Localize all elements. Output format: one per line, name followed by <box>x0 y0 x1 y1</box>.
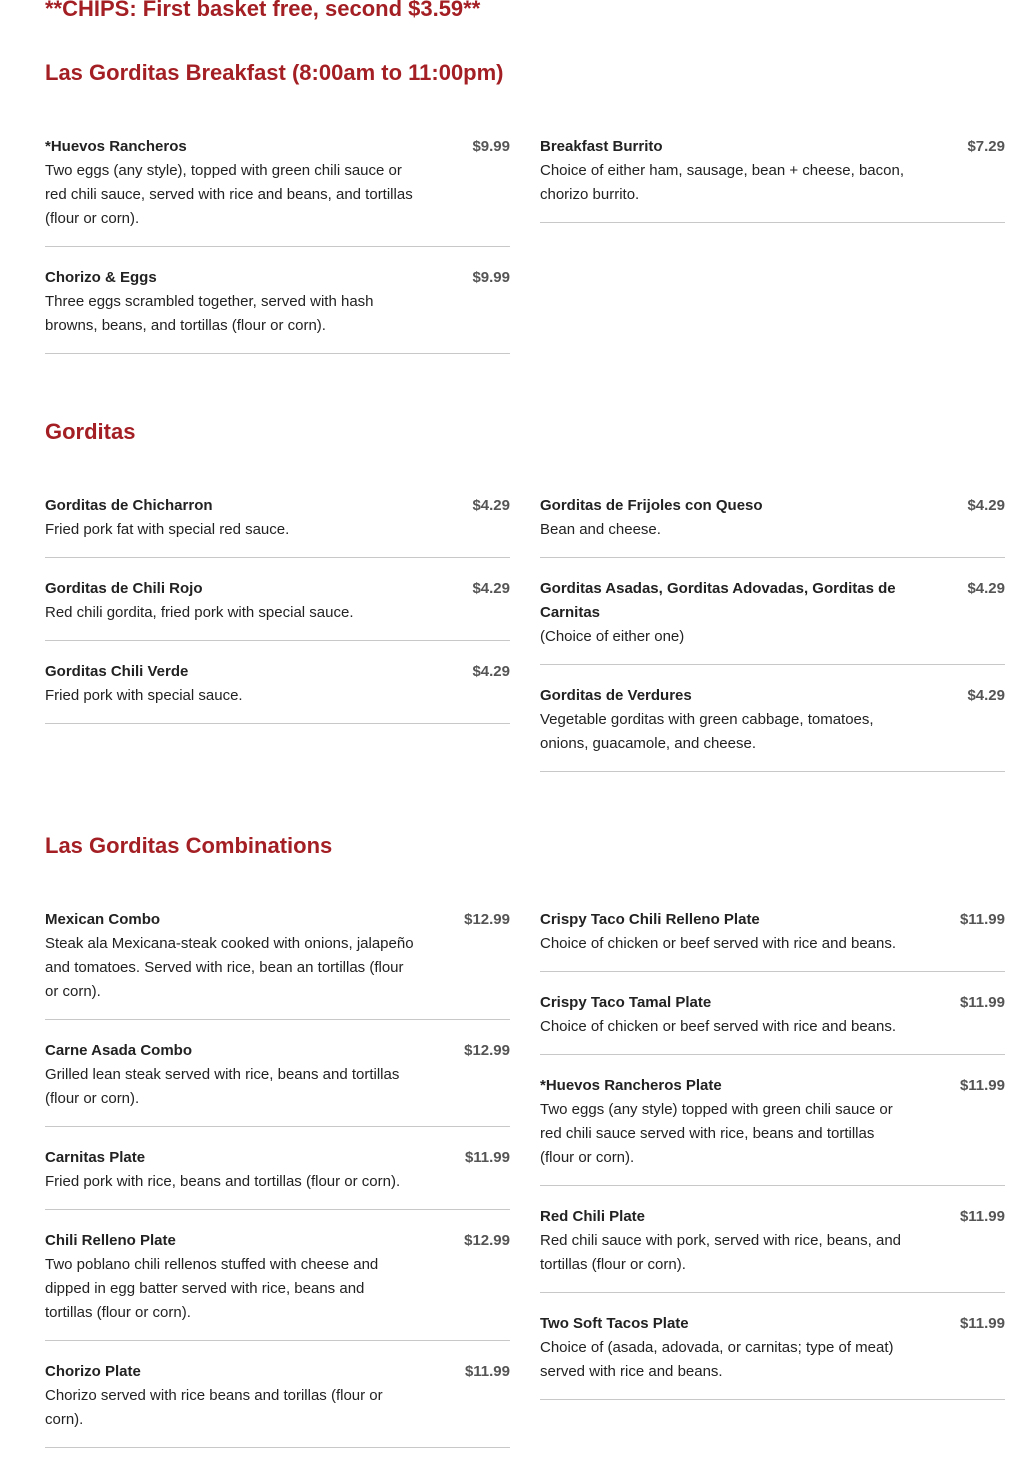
item-price: $11.99 <box>464 1363 510 1380</box>
item-name: Chorizo & Eggs <box>45 269 157 286</box>
item-name: Gorditas de Chili Rojo <box>45 580 203 597</box>
item-name: Carnitas Plate <box>45 1149 146 1166</box>
item-description: (Choice of either one) <box>540 628 685 645</box>
item-price: $9.99 <box>472 138 510 155</box>
gorditas-left-column <box>45 494 510 743</box>
item-price: $4.29 <box>472 497 510 514</box>
menu-item <box>45 494 510 558</box>
menu-item <box>540 494 1005 558</box>
item-price: $9.99 <box>472 269 510 286</box>
item-price: $11.99 <box>959 1077 1005 1094</box>
menu-item <box>45 1360 510 1448</box>
item-name: Gorditas de Chicharron <box>45 497 213 514</box>
menu-item <box>45 1229 510 1341</box>
item-price: $4.29 <box>967 687 1005 704</box>
menu-item <box>45 660 510 724</box>
item-price: $4.29 <box>472 663 510 680</box>
menu-item <box>540 908 1005 972</box>
item-description: Choice of (asada, adovada, or carnitas; type of meat) served with rice and beans. <box>540 1339 894 1380</box>
item-price: $12.99 <box>464 1042 510 1059</box>
item-name: Gorditas de Verdures <box>540 687 692 704</box>
item-description: Red chili gordita, fried pork with special sauce. <box>45 604 354 621</box>
item-name: Gorditas Asadas, Gorditas Adovadas, Gorditas de Carnitas <box>540 580 896 621</box>
item-description: Fried pork fat with special red sauce. <box>45 521 290 538</box>
item-name: Crispy Taco Tamal Plate <box>540 994 712 1011</box>
item-description: Grilled lean steak served with rice, beans and tortillas (flour or corn). <box>45 1066 400 1107</box>
section-title-gorditas: Gorditas <box>45 419 136 444</box>
menu-item <box>45 577 510 641</box>
menu-item <box>540 135 1005 223</box>
item-name: Mexican Combo <box>45 911 161 928</box>
menu-item <box>540 1312 1005 1400</box>
item-description: Chorizo served with rice beans and torillas (flour or corn). <box>45 1387 383 1428</box>
gorditas-right-column <box>540 494 1005 791</box>
item-description: Three eggs scrambled together, served with hash browns, beans, and tortillas (flour or corn). <box>45 293 374 334</box>
item-name: Carne Asada Combo <box>45 1042 192 1059</box>
item-name: Gorditas Chili Verde <box>45 663 189 680</box>
item-description: Red chili sauce with pork, served with rice, beans, and tortillas (flour or corn). <box>540 1232 902 1273</box>
item-description: Fried pork with rice, beans and tortillas (flour or corn). <box>45 1173 401 1190</box>
item-name: *Huevos Rancheros <box>45 138 187 155</box>
chips-banner: **CHIPS: First basket free, second $3.59** <box>45 0 481 21</box>
item-description: Bean and cheese. <box>540 521 661 538</box>
breakfast-right-column <box>540 135 1005 242</box>
section-title-combinations: Las Gorditas Combinations <box>45 833 333 858</box>
item-description: Two eggs (any style), topped with green chili sauce or red chili sauce, served with rice and beans, and tortillas (flour or corn). <box>45 162 413 227</box>
menu-item <box>45 1146 510 1210</box>
item-description: Choice of either ham, sausage, bean + cheese, bacon, chorizo burrito. <box>540 162 904 203</box>
item-description: Steak ala Mexicana-steak cooked with onions, jalapeño and tomatoes. Served with rice, bean an tortillas (flour or corn). <box>45 935 414 1000</box>
item-price: $12.99 <box>464 911 510 928</box>
menu-item <box>45 135 510 247</box>
menu-item <box>540 1205 1005 1293</box>
item-name: Gorditas de Frijoles con Queso <box>540 497 763 514</box>
item-price: $4.29 <box>967 497 1005 514</box>
item-price: $11.99 <box>959 1208 1005 1225</box>
item-price: $11.99 <box>464 1149 510 1166</box>
menu-item <box>45 1039 510 1127</box>
item-description: Choice of chicken or beef served with rice and beans. <box>540 1018 897 1035</box>
item-price: $4.29 <box>472 580 510 597</box>
item-name: *Huevos Rancheros Plate <box>540 1077 722 1094</box>
item-description: Two poblano chili rellenos stuffed with cheese and dipped in egg batter served with rice, beans and tortillas (flour or corn). <box>45 1256 379 1321</box>
item-name: Chili Relleno Plate <box>45 1232 176 1249</box>
menu-item <box>540 991 1005 1055</box>
item-name: Breakfast Burrito <box>540 138 663 155</box>
item-description: Choice of chicken or beef served with rice and beans. <box>540 935 897 952</box>
item-price: $7.29 <box>967 138 1005 155</box>
section-title-breakfast: Las Gorditas Breakfast (8:00am to 11:00pm) <box>45 60 504 85</box>
combinations-left-column <box>45 908 510 1467</box>
menu-item <box>45 908 510 1020</box>
menu-item <box>540 684 1005 772</box>
item-price: $12.99 <box>464 1232 510 1249</box>
item-name: Chorizo Plate <box>45 1363 141 1380</box>
combinations-right-column <box>540 908 1005 1419</box>
item-price: $11.99 <box>959 994 1005 1011</box>
item-description: Fried pork with special sauce. <box>45 687 243 704</box>
item-name: Two Soft Tacos Plate <box>540 1315 689 1332</box>
item-price: $11.99 <box>959 911 1005 928</box>
breakfast-left-column <box>45 135 510 373</box>
menu-item <box>540 577 1005 665</box>
item-description: Vegetable gorditas with green cabbage, tomatoes, onions, guacamole, and cheese. <box>540 711 874 752</box>
item-name: Red Chili Plate <box>540 1208 646 1225</box>
item-price: $11.99 <box>959 1315 1005 1332</box>
item-name: Crispy Taco Chili Relleno Plate <box>540 911 760 928</box>
menu-item <box>540 1074 1005 1186</box>
item-description: Two eggs (any style) topped with green chili sauce or red chili sauce served with rice, beans and tortillas (flour or corn). <box>540 1101 893 1166</box>
menu-item <box>45 266 510 354</box>
item-price: $4.29 <box>967 580 1005 597</box>
